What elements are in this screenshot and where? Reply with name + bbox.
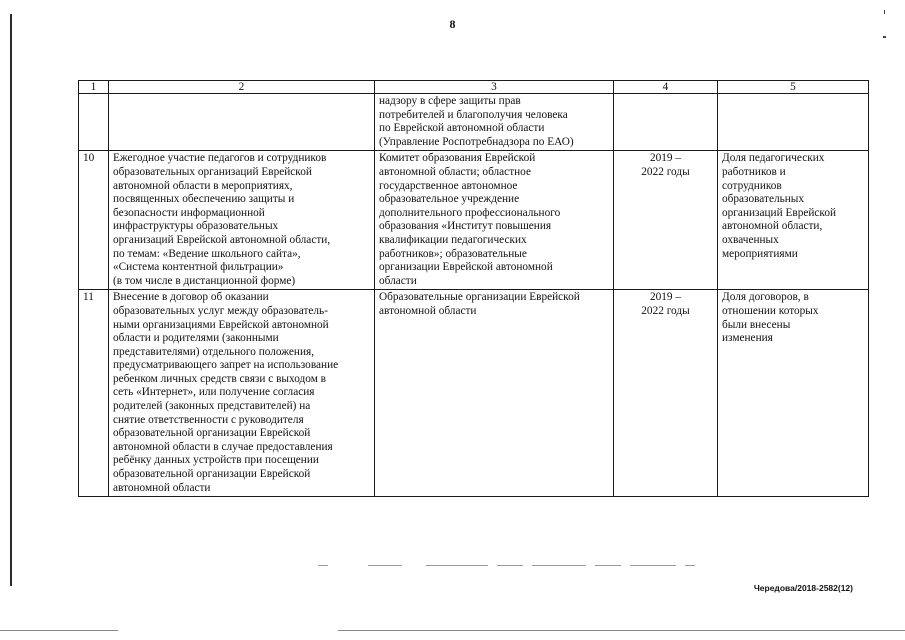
cell-text-line: Комитет образования Еврейской xyxy=(379,152,536,165)
cell-text-line: образовательное учреждение xyxy=(379,193,520,206)
row-number-cell xyxy=(79,94,109,151)
table-body xyxy=(79,94,869,497)
cell-text-line: представителями) отдельного положения, xyxy=(113,345,315,358)
scan-dash xyxy=(318,565,328,566)
indicator-cell xyxy=(718,151,869,290)
row-number-cell: 11 xyxy=(79,290,109,497)
scan-dash xyxy=(630,565,676,566)
cell-text-line: 2019 – xyxy=(649,152,682,165)
cell-text-line: автономной области, xyxy=(722,220,823,233)
cell-text-line: организаций Еврейской xyxy=(722,206,837,219)
cell-text-line: охваченных xyxy=(722,233,779,246)
cell-text-line: предусматривающего запрет на использование xyxy=(113,359,339,372)
event-cell xyxy=(109,151,375,290)
table-row xyxy=(79,151,869,290)
scan-dash xyxy=(532,565,586,566)
indicator-cell xyxy=(718,290,869,497)
column-header: 5 xyxy=(718,81,869,94)
cell-text-line: Ежегодное участие педагогов и сотрудников xyxy=(113,152,327,165)
cell-text-line: образования «Институт повышения xyxy=(379,220,552,233)
table-header-row xyxy=(79,81,869,94)
cell-text-line: квалификации педагогических xyxy=(379,233,527,246)
cell-text-line: Внесение в договор об оказании xyxy=(113,291,269,304)
cell-text-line: 2022 годы xyxy=(641,304,690,317)
plan-table xyxy=(78,80,869,497)
cell-text-line: потребителей и благополучия человека xyxy=(379,108,568,121)
cell-text-line: работников и xyxy=(722,165,786,178)
row-number-cell: 10 xyxy=(79,151,109,290)
period-cell xyxy=(614,94,718,151)
cell-text-line: были внесены xyxy=(722,318,791,331)
cell-text-line: ребенком личных средств связи с выходом в xyxy=(113,372,327,385)
cell-text-line: (в том числе в дистанционной форме) xyxy=(113,274,296,287)
scan-dash xyxy=(685,565,695,566)
table-row xyxy=(79,94,869,151)
scan-mark xyxy=(884,10,885,14)
scan-dash xyxy=(497,565,523,566)
page-number: 8 xyxy=(449,17,456,31)
column-header: 4 xyxy=(614,81,718,94)
executors-cell xyxy=(375,94,614,151)
cell-text-line: образовательных организаций Еврейской xyxy=(113,165,312,178)
cell-text-line: государственное автономное xyxy=(379,179,518,192)
cell-text-line: работников»; образовательные xyxy=(379,247,527,260)
cell-text-line: (Управление Роспотребнадзора по ЕАО) xyxy=(379,135,574,148)
scan-dash xyxy=(595,565,621,566)
executors-cell xyxy=(375,151,614,290)
document-code: Чередова/2018-2582(12) xyxy=(753,583,853,593)
column-header: 3 xyxy=(375,81,614,94)
cell-text-line: образовательной организации Еврейской xyxy=(113,468,311,481)
cell-text-line: по темам: «Ведение школьного сайта», xyxy=(113,247,301,260)
cell-text-line: области и родителями (законными xyxy=(113,332,279,345)
cell-text-line: организации Еврейской автономной xyxy=(379,261,553,274)
cell-text-line: посвященных обеспечению защиты и xyxy=(113,193,295,206)
executors-cell xyxy=(375,290,614,497)
scan-dash xyxy=(368,565,402,566)
event-cell xyxy=(109,290,375,497)
scan-bottom-rule xyxy=(338,630,905,631)
cell-text-line: образовательных услуг между образователь- xyxy=(113,304,328,317)
cell-text-line: автономной области xyxy=(113,481,211,494)
cell-text-line: «Система контентной фильтрации» xyxy=(113,261,284,274)
cell-text-line: надзору в сфере защиты прав xyxy=(379,95,521,107)
cell-text-line: организаций Еврейской автономной области, xyxy=(113,233,331,246)
cell-text-line: автономной области; областное xyxy=(379,165,531,178)
cell-text-line: родителей (законных представителей) на xyxy=(113,400,311,413)
cell-text-line: изменения xyxy=(722,332,773,345)
cell-text-line: Образовательные организации Еврейской xyxy=(379,291,580,304)
column-header: 2 xyxy=(109,81,375,94)
cell-text-line: отношении которых xyxy=(722,304,819,317)
cell-text-line: автономной области в мероприятиях, xyxy=(113,179,293,192)
scan-bottom-rule xyxy=(0,630,118,631)
cell-text-line: инфраструктуры образовательных xyxy=(113,220,279,233)
scan-edge-rule xyxy=(10,14,12,586)
cell-text-line: Доля педагогических xyxy=(722,152,825,165)
column-header: 1 xyxy=(79,81,109,94)
indicator-cell xyxy=(718,94,869,151)
cell-text-line: 2019 – xyxy=(649,291,682,304)
cell-text-line: мероприятиями xyxy=(722,247,798,260)
period-cell xyxy=(614,290,718,497)
cell-text-line: по Еврейской автономной области xyxy=(379,122,545,135)
scan-dash xyxy=(426,565,488,566)
cell-text-line: автономной области в случае предоставления xyxy=(113,440,333,453)
cell-text-line: снятие ответственности с руководителя xyxy=(113,413,304,426)
cell-text-line: области xyxy=(379,274,417,287)
cell-text-line: ными организациями Еврейской автономной xyxy=(113,318,329,331)
cell-text-line: дополнительного профессионального xyxy=(379,206,561,219)
scan-mark xyxy=(883,36,886,38)
event-cell xyxy=(109,94,375,151)
table-row xyxy=(79,290,869,497)
cell-text-line: сеть «Интернет», или получение согласия xyxy=(113,386,315,399)
cell-text-line: 2022 годы xyxy=(641,165,690,178)
cell-text-line: образовательных xyxy=(722,193,805,206)
cell-text-line: сотрудников xyxy=(722,179,782,192)
cell-text-line: ребёнку данных устройств при посещении xyxy=(113,454,319,467)
period-cell xyxy=(614,151,718,290)
cell-text-line: автономной области xyxy=(379,304,477,317)
cell-text-line: образовательной организации Еврейской xyxy=(113,427,311,440)
cell-text-line: Доля договоров, в xyxy=(722,291,809,304)
cell-text-line: безопасности информационной xyxy=(113,206,265,219)
